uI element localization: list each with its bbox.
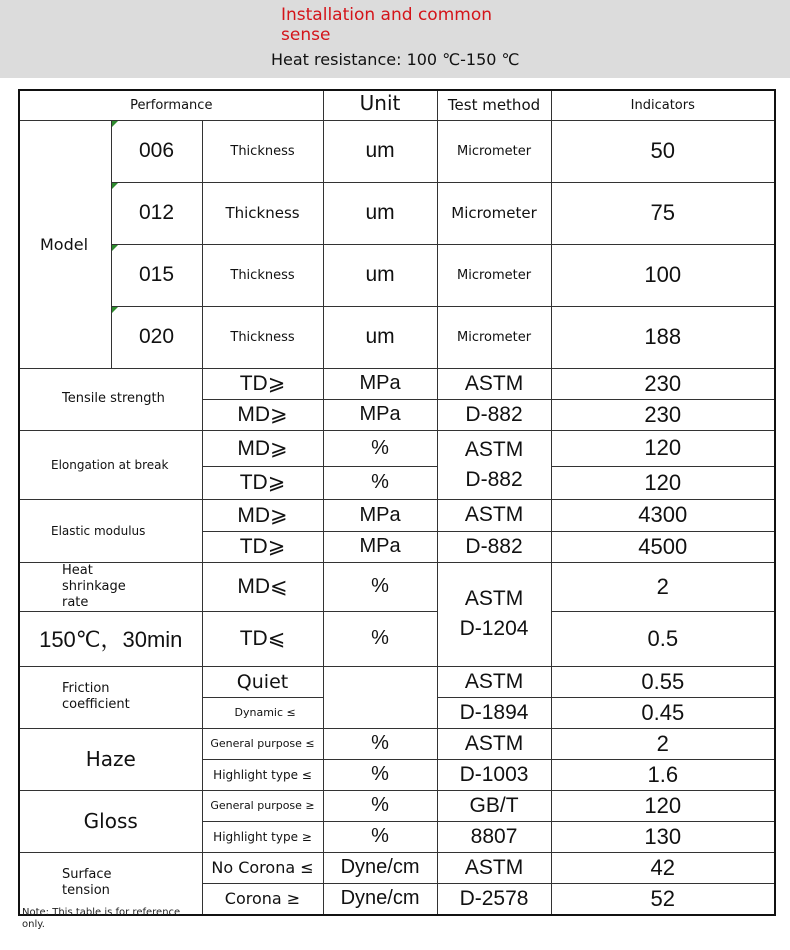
condition-cell: MD⩽ bbox=[202, 562, 323, 611]
unit-cell: % bbox=[323, 611, 437, 666]
condition-cell: MD⩾ bbox=[202, 399, 323, 430]
method-cell: 8807 bbox=[437, 821, 551, 852]
table-row bbox=[19, 306, 775, 368]
method-cell: Micrometer bbox=[437, 182, 551, 244]
value-cell: 100 bbox=[551, 244, 775, 306]
method-cell: ASTM bbox=[437, 368, 551, 399]
unit-cell: um bbox=[323, 120, 437, 182]
table-row bbox=[19, 499, 775, 531]
value-cell: 50 bbox=[551, 120, 775, 182]
header-unit: Unit bbox=[323, 90, 437, 120]
unit-cell: Dyne/cm bbox=[323, 883, 437, 915]
condition-cell: TD⩾ bbox=[202, 531, 323, 562]
surface-label: Surface tension bbox=[19, 852, 202, 915]
table-row bbox=[19, 790, 775, 821]
spec-table bbox=[18, 89, 776, 916]
value-cell: 230 bbox=[551, 399, 775, 430]
condition-cell: General purpose ≥ bbox=[202, 790, 323, 821]
value-cell: 0.55 bbox=[551, 666, 775, 697]
value-cell: 52 bbox=[551, 883, 775, 915]
banner-title: Installation and common sense bbox=[281, 5, 492, 45]
table-row bbox=[19, 430, 775, 466]
unit-cell: % bbox=[323, 430, 437, 466]
method-cell: GB/T bbox=[437, 790, 551, 821]
method-cell: D-1894 bbox=[437, 697, 551, 728]
unit-cell: um bbox=[323, 306, 437, 368]
method-cell: ASTM bbox=[437, 666, 551, 697]
condition-cell: MD⩾ bbox=[202, 499, 323, 531]
header-test-method: Test method bbox=[437, 90, 551, 120]
friction-label: Friction coefficient bbox=[19, 666, 202, 728]
unit-cell: % bbox=[323, 466, 437, 499]
property-cell: Thickness bbox=[202, 244, 323, 306]
table-row bbox=[19, 244, 775, 306]
haze-label: Haze bbox=[19, 728, 202, 790]
banner-subtitle: Heat resistance: 100 ℃-150 ℃ bbox=[271, 50, 520, 69]
value-cell: 75 bbox=[551, 182, 775, 244]
value-cell: 0.5 bbox=[551, 611, 775, 666]
method-cell: D-2578 bbox=[437, 883, 551, 915]
reference-note: Note: This table is for reference only. bbox=[22, 907, 181, 930]
method-cell: Micrometer bbox=[437, 120, 551, 182]
method-cell: Micrometer bbox=[437, 244, 551, 306]
table-row bbox=[19, 368, 775, 399]
condition-cell: TD⩽ bbox=[202, 611, 323, 666]
value-cell: 130 bbox=[551, 821, 775, 852]
method-cell: ASTM bbox=[437, 499, 551, 531]
table-header-row bbox=[19, 90, 775, 120]
shrinkage-condition-label: 150℃，30min bbox=[19, 611, 202, 666]
table-row bbox=[19, 852, 775, 883]
model-code: 020 bbox=[111, 306, 202, 368]
value-cell: 1.6 bbox=[551, 759, 775, 790]
unit-cell: MPa bbox=[323, 499, 437, 531]
method-cell: D-882 bbox=[437, 399, 551, 430]
unit-cell: % bbox=[323, 821, 437, 852]
model-label: Model bbox=[19, 120, 111, 368]
value-cell: 120 bbox=[551, 466, 775, 499]
model-code: 015 bbox=[111, 244, 202, 306]
corner-mark bbox=[112, 307, 118, 313]
unit-cell: % bbox=[323, 790, 437, 821]
property-cell: Thickness bbox=[202, 182, 323, 244]
table-row bbox=[19, 666, 775, 697]
condition-cell: No Corona ≤ bbox=[202, 852, 323, 883]
value-cell: 4500 bbox=[551, 531, 775, 562]
method-cell: ASTM D-1204 bbox=[437, 562, 551, 666]
table-row bbox=[19, 182, 775, 244]
corner-mark bbox=[112, 245, 118, 251]
unit-cell: MPa bbox=[323, 399, 437, 430]
unit-cell: MPa bbox=[323, 368, 437, 399]
condition-cell: Quiet bbox=[202, 666, 323, 697]
corner-mark bbox=[112, 183, 118, 189]
table-row bbox=[19, 120, 775, 182]
unit-cell: % bbox=[323, 728, 437, 759]
header-performance: Performance bbox=[19, 90, 323, 120]
unit-cell: % bbox=[323, 759, 437, 790]
unit-cell: um bbox=[323, 182, 437, 244]
method-cell: ASTM bbox=[437, 852, 551, 883]
unit-cell: Dyne/cm bbox=[323, 852, 437, 883]
table-row bbox=[19, 562, 775, 611]
method-cell: D-1003 bbox=[437, 759, 551, 790]
value-cell: 42 bbox=[551, 852, 775, 883]
value-cell: 2 bbox=[551, 728, 775, 759]
condition-cell: Corona ≥ bbox=[202, 883, 323, 915]
value-cell: 2 bbox=[551, 562, 775, 611]
unit-cell: % bbox=[323, 562, 437, 611]
unit-cell: um bbox=[323, 244, 437, 306]
property-cell: Thickness bbox=[202, 306, 323, 368]
method-cell: ASTM D-882 bbox=[437, 430, 551, 499]
gloss-label: Gloss bbox=[19, 790, 202, 852]
condition-cell: TD⩾ bbox=[202, 368, 323, 399]
condition-cell: Highlight type ≤ bbox=[202, 759, 323, 790]
header-banner bbox=[0, 0, 790, 78]
value-cell: 188 bbox=[551, 306, 775, 368]
unit-cell: MPa bbox=[323, 531, 437, 562]
value-cell: 120 bbox=[551, 790, 775, 821]
condition-cell: Dynamic ≤ bbox=[202, 697, 323, 728]
model-code: 012 bbox=[111, 182, 202, 244]
condition-cell: MD⩾ bbox=[202, 430, 323, 466]
model-code: 006 bbox=[111, 120, 202, 182]
value-cell: 120 bbox=[551, 430, 775, 466]
unit-cell bbox=[323, 666, 437, 728]
method-cell: ASTM bbox=[437, 728, 551, 759]
table-row bbox=[19, 611, 775, 666]
elongation-label: Elongation at break bbox=[19, 430, 202, 499]
corner-mark bbox=[112, 121, 118, 127]
value-cell: 4300 bbox=[551, 499, 775, 531]
value-cell: 230 bbox=[551, 368, 775, 399]
method-cell: Micrometer bbox=[437, 306, 551, 368]
condition-cell: TD⩾ bbox=[202, 466, 323, 499]
elastic-label: Elastic modulus bbox=[19, 499, 202, 562]
value-cell: 0.45 bbox=[551, 697, 775, 728]
tensile-label: Tensile strength bbox=[19, 368, 202, 430]
property-cell: Thickness bbox=[202, 120, 323, 182]
method-cell: D-882 bbox=[437, 531, 551, 562]
condition-cell: Highlight type ≥ bbox=[202, 821, 323, 852]
condition-cell: General purpose ≤ bbox=[202, 728, 323, 759]
header-indicators: Indicators bbox=[551, 90, 775, 120]
table-row bbox=[19, 728, 775, 759]
shrinkage-label: Heat shrinkage rate bbox=[19, 562, 202, 611]
